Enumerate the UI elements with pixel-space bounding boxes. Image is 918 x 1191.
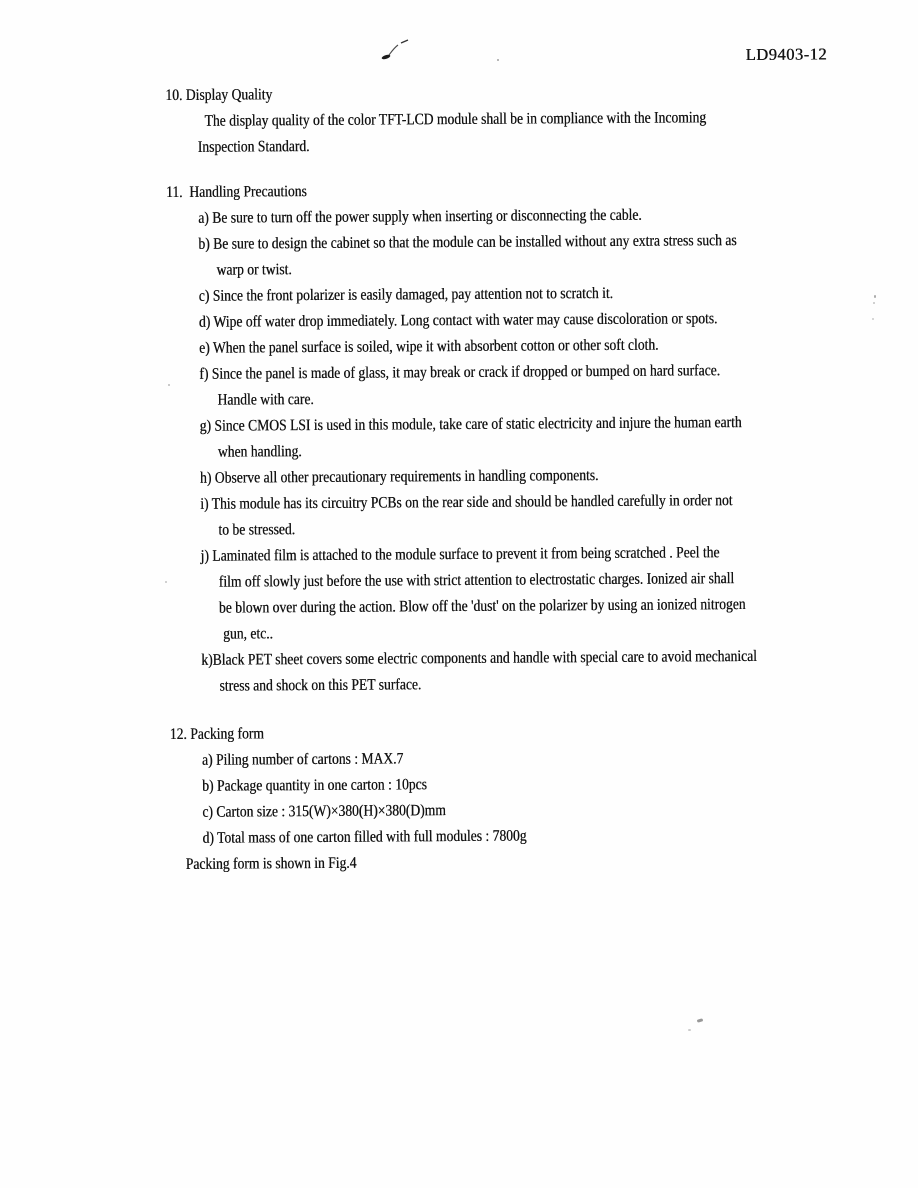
packing-item-b: b) Package quantity in one carton : 10pcs [202,776,427,795]
item-j-cont-3: gun, etc.. [223,625,273,643]
section-packing-form [2,717,918,879]
item-a: a) Be sure to turn off the power supply when inserting or disconnecting the cable. [198,206,642,227]
packing-note: Packing form is shown in Fig.4 [185,854,357,873]
item-j-cont-2: be blown over during the action. Blow off the 'dust' on the polarizer by using an ionized nitrogen [218,596,746,617]
section-11-heading: 11. Handling Precautions [165,183,307,202]
section-10-text-line-2: Inspection Standard. [197,138,310,156]
item-j: j) Laminated film is attached to the module surface to prevent it from being scratched . Peel the [200,544,720,565]
item-g-cont: when handling. [217,443,302,461]
packing-item-d: d) Total mass of one carton filled with full modules : 7800g [202,827,527,847]
section-handling-precautions [0,175,918,701]
item-j-cont-1: film off slowly just before the use with strict attention to electrostatic charges. Ionized air shall [218,570,735,591]
item-b-cont: warp or twist. [216,261,292,279]
item-c: c) Since the front polarizer is easily damaged, pay attention not to scratch it. [198,284,614,305]
packing-item-c: c) Carton size : 315(W)×380(H)×380(D)mm [202,802,446,821]
section-display-quality [0,78,916,162]
packing-item-a: a) Piling number of cartons : MAX.7 [201,750,404,769]
section-10-text-line-1: The display quality of the color TFT-LCD module shall be in compliance with the Incoming [204,109,707,130]
item-b: b) Be sure to design the cabinet so that the module can be installed without any extra stress such as [198,232,737,253]
item-i-cont: to be stressed. [218,521,296,539]
item-k: k)Black PET sheet covers some electric components and handle with special care to avoid mechanical [201,647,757,669]
section-12-heading: 12. Packing form [169,725,264,744]
item-f: f) Since the panel is made of glass, it may break or crack if dropped or bumped on hard surface. [199,362,721,383]
item-d: d) Wipe off water drop immediately. Long contact with water may cause discoloration or spots. [198,310,718,331]
item-k-cont: stress and shock on this PET surface. [219,676,422,695]
item-h: h) Observe all other precautionary requirements in handling components. [199,467,599,487]
item-e: e) When the panel surface is soiled, wipe it with absorbent cotton or other soft cloth. [199,336,659,357]
item-i: i) This module has its circuitry PCBs on the rear side and should be handled carefully in order not [200,492,733,513]
item-f-cont: Handle with care. [217,391,314,409]
item-g: g) Since CMOS LSI is used in this module, take care of static electricity and injure the human earth [199,414,742,435]
section-10-heading: 10. Display Quality [165,86,273,105]
doc-number: LD9403-12 [745,44,828,64]
